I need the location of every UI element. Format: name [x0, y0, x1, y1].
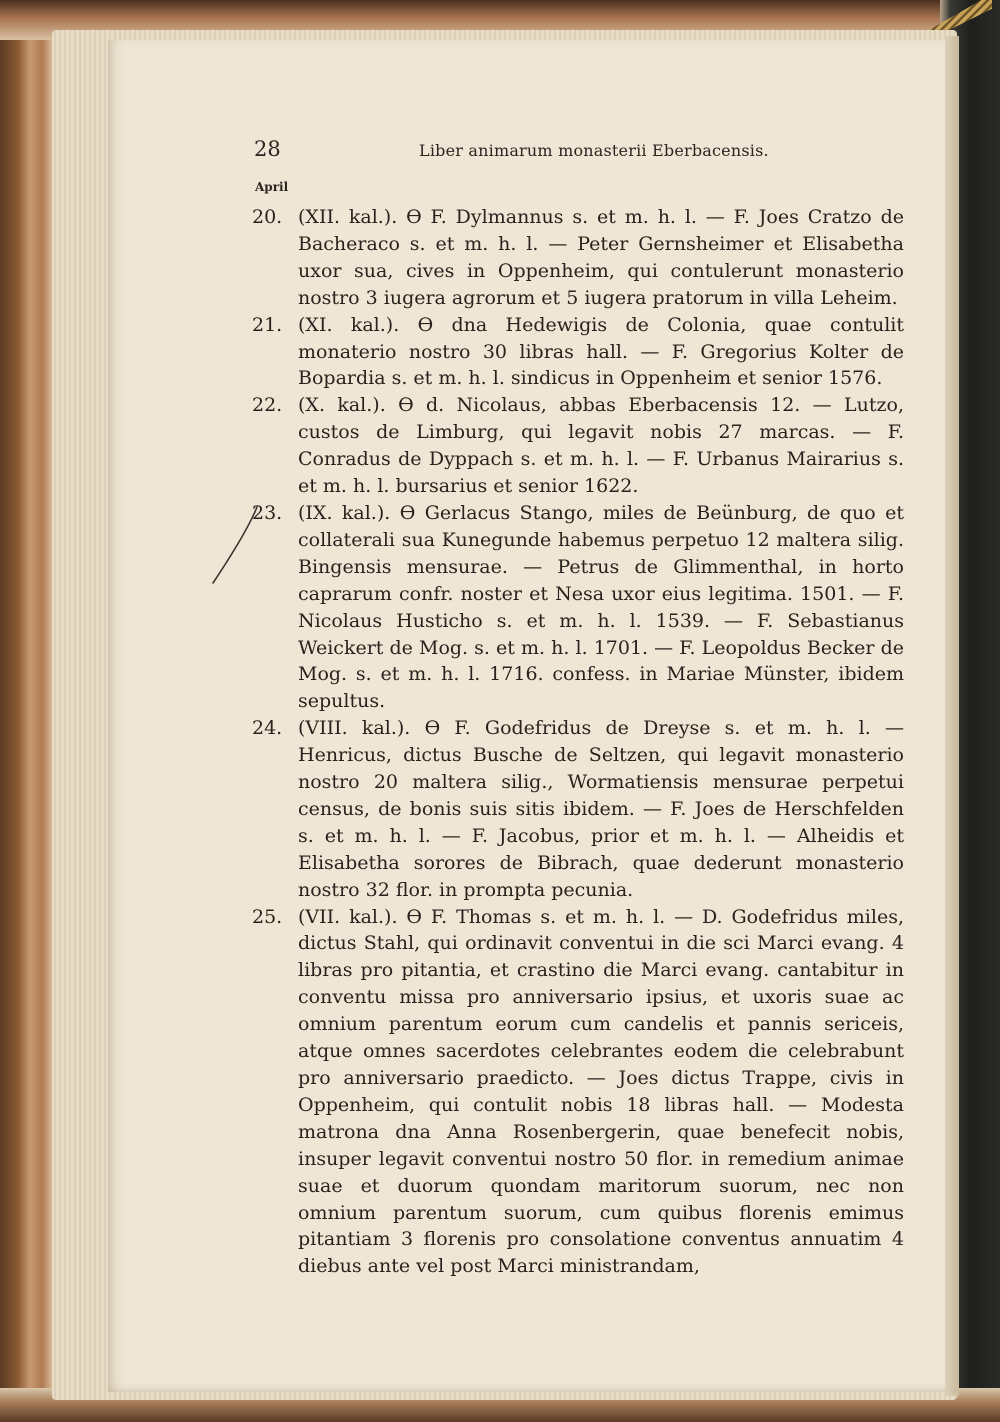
page-right-leaf: [945, 36, 959, 1396]
entry-text: (IX. kal.). ϴ Gerlacus Stango, miles de Beünburg, de quo et collaterali sua Kunegunde habemus perpetuo 12 maltera silig. Bingensis mensurae. — Petrus de Glimmenthal, in horto caprarum confr. noster et Nesa uxor eius legitima. 1501. — F. Nicolaus Husticho s. et m. h. l. 1539. — F. Sebastianus Weickert de Mog. s. et m. h. l. 1701. — F. Leopoldus Becker de Mog. s. et m. h. l. 1716. confess. in Mariae Münster, ibidem sepultus.: [298, 501, 904, 713]
calendar-entries: [252, 204, 904, 1280]
entry-number: 23.: [252, 501, 283, 524]
running-title: Liber animarum monasterii Eberbacensis.: [419, 141, 769, 160]
entry-number: 20.: [252, 206, 283, 228]
entry-21: [252, 312, 904, 393]
entry-text: (XII. kal.). ϴ F. Dylmannus s. et m. h. l. — F. Joes Cratzo de Bacheraco s. et m. h. l. — Peter Gernsheimer et Elisabetha uxor sua, cives in Oppenheim, qui contulerunt monasterio nostro 3 iugera agrorum et 5 iugera pratorum in villa Leheim.: [298, 206, 904, 309]
entry-text: (VIII. kal.). ϴ F. Godefridus de Dreyse s. et m. h. l. — Henricus, dictus Busche de Seltzen, qui legavit monasterio nostro 20 maltera silig., Wormatiensis mensurae perpetui census, de bonis suis sitis ibidem. — F. Joes de Herschfelden s. et m. h. l. — F. Jacobus, prior et m. h. l. — Alheidis et Elisabetha sorores de Bibrach, quae dederunt monasterio nostro 32 flor. in prompta pecunia.: [298, 717, 904, 901]
entry-number: 24.: [252, 717, 283, 740]
entry-22: [252, 392, 904, 500]
entry-text: (XI. kal.). ϴ dna Hedewigis de Colonia, quae contulit monaterio nostro 30 libras hall. — F. Gregorius Kolter de Bopardia s. et m. h. l. sindicus in Oppenheim et senior 1576.: [298, 313, 904, 390]
page-number: 28: [254, 137, 281, 161]
entry-number: 22.: [252, 394, 283, 417]
entry-20: [252, 204, 904, 312]
entry-number: 21.: [252, 313, 283, 336]
entry-24: [252, 715, 904, 903]
entry-text: (VII. kal.). ϴ F. Thomas s. et m. h. l. — D. Godefridus miles, dictus Stahl, qui ordinavit conventui in die sci Marci evang. 4 libras pro pitantia, et crastino die Marci evang. cantabitur in conventu missa pro anniversario ipsius, et uxoris suae ac omnium parentum eorum cum candelis et pannis sericeis, atque omnes sacerdotes celebrantes eodem die celebrabunt pro anniversario praedicto. — Joes dictus Trappe, civis in Oppenheim, qui contulit nobis 18 libras hall. — Modesta matrona dna Anna Rosenbergerin, quae benefecit nobis, insuper legavit conventui nostro 50 flor. in remedium animae suae et duorum quondam maritorum suorum, nec non omnium parentum suorum, cum quibus florenis emimus pitantiam 3 florenis pro consolatione conventus annuatim 4 diebus ante vel post Marci ministrandam,: [298, 905, 904, 1278]
month-heading: April: [255, 180, 289, 194]
entry-text: (X. kal.). ϴ d. Nicolaus, abbas Eberbacensis 12. — Lutzo, custos de Limburg, qui legavit nobis 27 marcas. — F. Conradus de Dyppach s. et m. h. l. — F. Urbanus Mairarius s. et m. h. l. bursarius et senior 1622.: [298, 394, 904, 498]
entry-25: [252, 904, 904, 1281]
page-header: [254, 137, 894, 167]
entry-23: [252, 500, 904, 715]
entry-number: 25.: [252, 905, 283, 928]
